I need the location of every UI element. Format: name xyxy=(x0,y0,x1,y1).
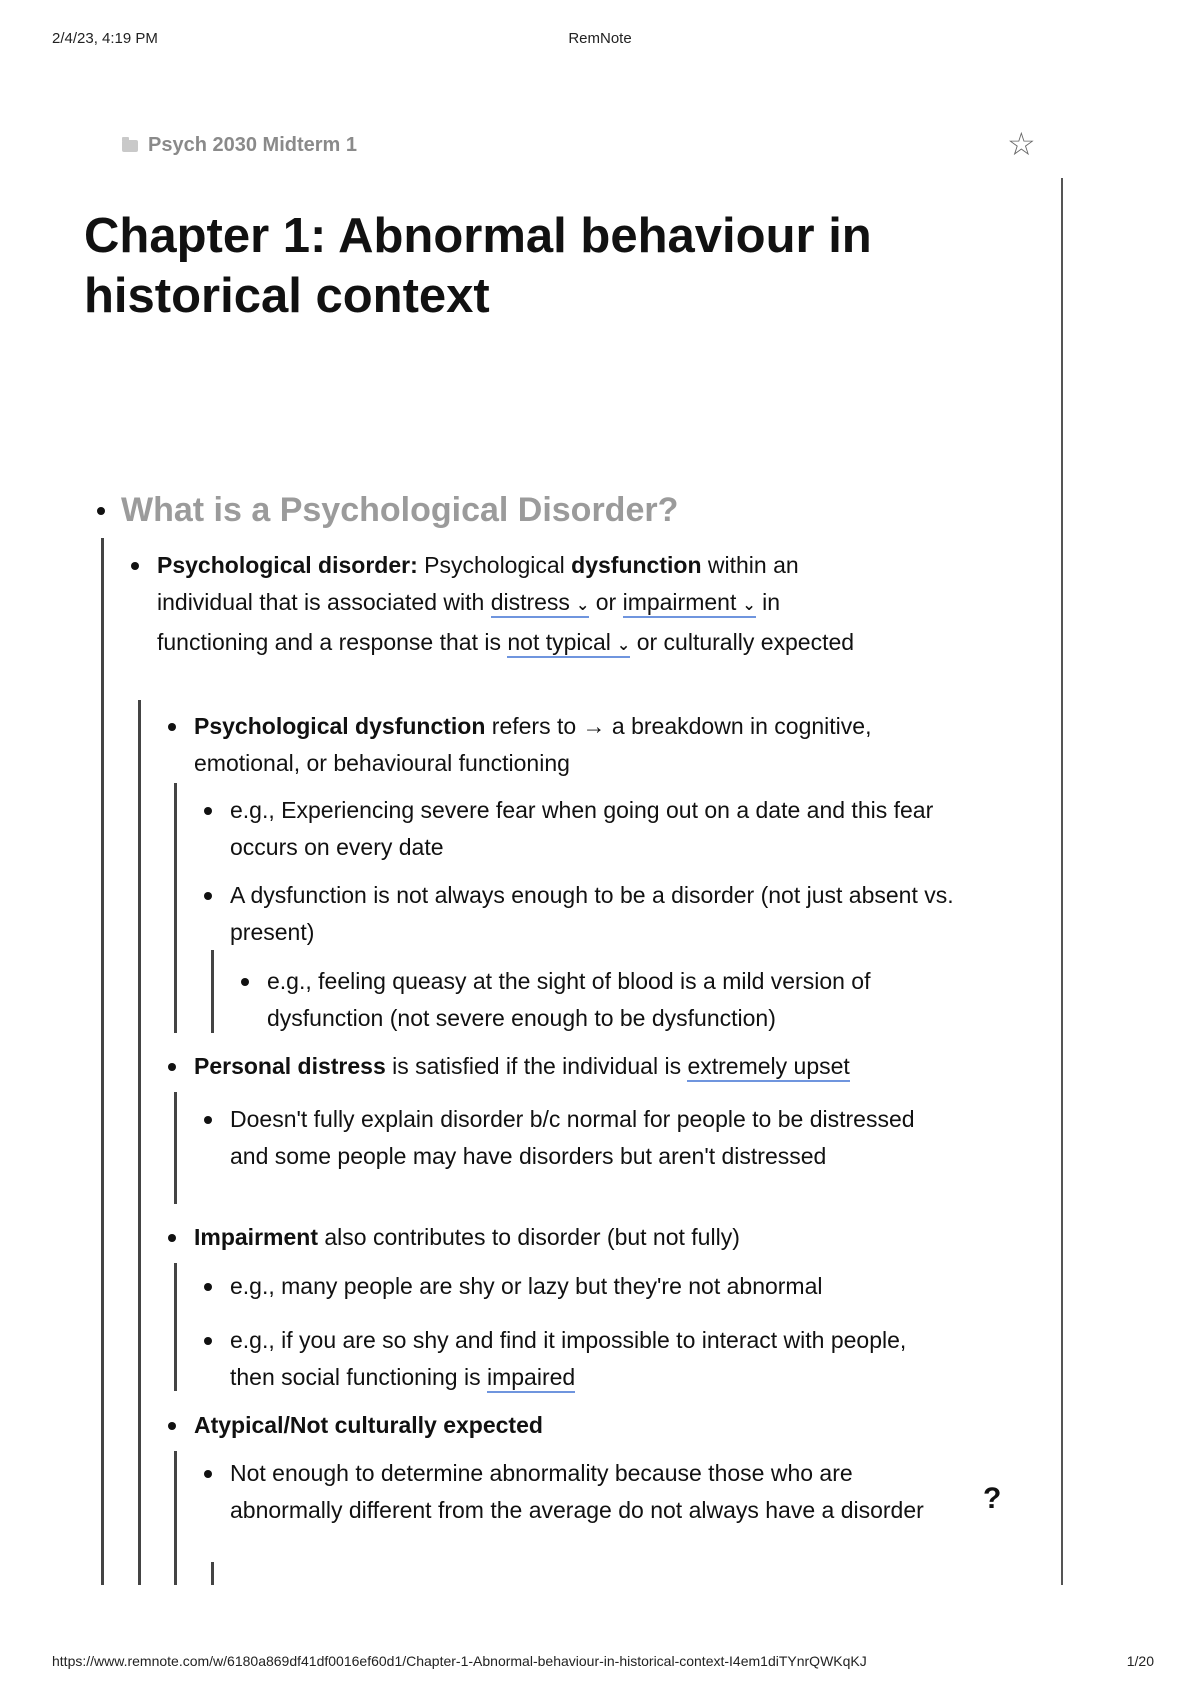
chevron-down-icon[interactable]: ⌄ xyxy=(575,597,590,614)
cloze-text: not typical xyxy=(507,629,611,655)
indent-rail xyxy=(174,1451,177,1585)
bullet[interactable] xyxy=(204,1116,212,1124)
text: Not enough to determine abnormality because those who are abnormally different from the average do not always have a disorder xyxy=(230,1460,924,1523)
text: or xyxy=(589,589,623,615)
folder-icon xyxy=(122,140,138,152)
right-panel-divider xyxy=(1061,178,1063,1585)
bullet[interactable] xyxy=(168,1234,176,1242)
term: Atypical/Not culturally expected xyxy=(194,1412,543,1438)
cloze-not-typical[interactable] xyxy=(507,629,630,658)
text: is satisfied if the individual is xyxy=(385,1053,688,1079)
list-item[interactable] xyxy=(267,963,987,1037)
chevron-down-icon[interactable]: ⌄ xyxy=(742,597,756,614)
cloze-distress[interactable] xyxy=(491,589,590,618)
list-item[interactable] xyxy=(230,1268,970,1305)
bullet[interactable] xyxy=(204,1283,212,1291)
term: Personal distress xyxy=(194,1053,386,1079)
chevron-down-icon[interactable]: ⌄ xyxy=(616,637,631,654)
text: A dysfunction is not always enough to be a disorder (not just absent vs. present) xyxy=(230,882,954,945)
text: Psychological xyxy=(417,552,572,578)
term: Psychological disorder: xyxy=(157,552,418,578)
text: in functioning and a response that is xyxy=(157,589,781,655)
section-heading[interactable] xyxy=(121,488,971,532)
list-item[interactable] xyxy=(194,1407,974,1444)
cloze-extremely-upset[interactable]: extremely upset xyxy=(687,1053,849,1082)
bullet[interactable] xyxy=(204,1337,212,1345)
text: e.g., many people are shy or lazy but they're not abnormal xyxy=(230,1273,823,1299)
text: within an individual that is associated with xyxy=(157,552,799,615)
text: refers to → a breakdown in cognitive, emotional, or behavioural functioning xyxy=(194,713,872,776)
list-item[interactable] xyxy=(194,708,974,782)
bullet[interactable] xyxy=(168,1063,176,1071)
bullet[interactable] xyxy=(204,807,212,815)
list-item[interactable] xyxy=(194,1219,974,1256)
bullet[interactable] xyxy=(97,507,105,515)
list-item[interactable] xyxy=(157,547,877,664)
list-item[interactable] xyxy=(230,792,950,866)
cloze-impairment[interactable] xyxy=(623,589,756,618)
list-item[interactable] xyxy=(230,877,960,951)
indent-rail xyxy=(101,538,104,1585)
term: dysfunction xyxy=(571,552,702,578)
star-icon[interactable]: ☆ xyxy=(1007,126,1036,162)
indent-rail xyxy=(211,950,214,1033)
section-heading-text: What is a Psychological Disorder? xyxy=(121,491,679,529)
indent-rail xyxy=(174,1092,177,1204)
list-item[interactable] xyxy=(230,1322,940,1396)
bullet[interactable] xyxy=(204,892,212,900)
cloze-impaired[interactable]: impaired xyxy=(487,1364,575,1393)
text: also contributes to disorder (but not fully) xyxy=(317,1224,740,1250)
page-number: 1/20 xyxy=(1126,1653,1154,1669)
text: or culturally expected xyxy=(630,629,855,655)
term: Psychological dysfunction xyxy=(194,713,486,739)
help-button[interactable]: ? xyxy=(983,1482,1002,1515)
term: Impairment xyxy=(194,1224,318,1250)
bullet[interactable] xyxy=(241,978,249,986)
bullet[interactable] xyxy=(131,562,139,570)
text: e.g., Experiencing severe fear when going out on a date and this fear occurs on every date xyxy=(230,797,934,860)
indent-rail xyxy=(174,783,177,1033)
list-item[interactable] xyxy=(230,1101,940,1175)
indent-rail xyxy=(211,1562,214,1585)
bullet[interactable] xyxy=(168,723,176,731)
breadcrumb[interactable] xyxy=(122,134,357,157)
bullet[interactable] xyxy=(204,1470,212,1478)
bullet[interactable] xyxy=(168,1422,176,1430)
text: e.g., if you are so shy and find it impossible to interact with people, then social functioning is xyxy=(230,1327,907,1390)
text: Doesn't fully explain disorder b/c normal for people to be distressed and some people may have disorders but aren't distressed xyxy=(230,1106,915,1169)
indent-rail xyxy=(138,700,141,1585)
breadcrumb-label: Psych 2030 Midterm 1 xyxy=(148,134,357,156)
cloze-text: impairment xyxy=(622,589,737,615)
page-url: https://www.remnote.com/w/6180a869df41df0016ef60d1/Chapter-1-Abnormal-behaviour-in-historical-context-I4em1diTYnrQWKqKJ xyxy=(52,1653,867,1669)
cloze-text: distress xyxy=(490,589,570,615)
page-title: Chapter 1: Abnormal behaviour in historical context xyxy=(84,209,872,323)
list-item[interactable] xyxy=(230,1455,950,1529)
app-title: RemNote xyxy=(568,30,632,47)
print-datetime: 2/4/23, 4:19 PM xyxy=(52,30,158,47)
list-item[interactable] xyxy=(194,1048,994,1085)
indent-rail xyxy=(174,1263,177,1391)
text: e.g., feeling queasy at the sight of blood is a mild version of dysfunction (not severe enough to be dysfunction) xyxy=(267,968,871,1031)
